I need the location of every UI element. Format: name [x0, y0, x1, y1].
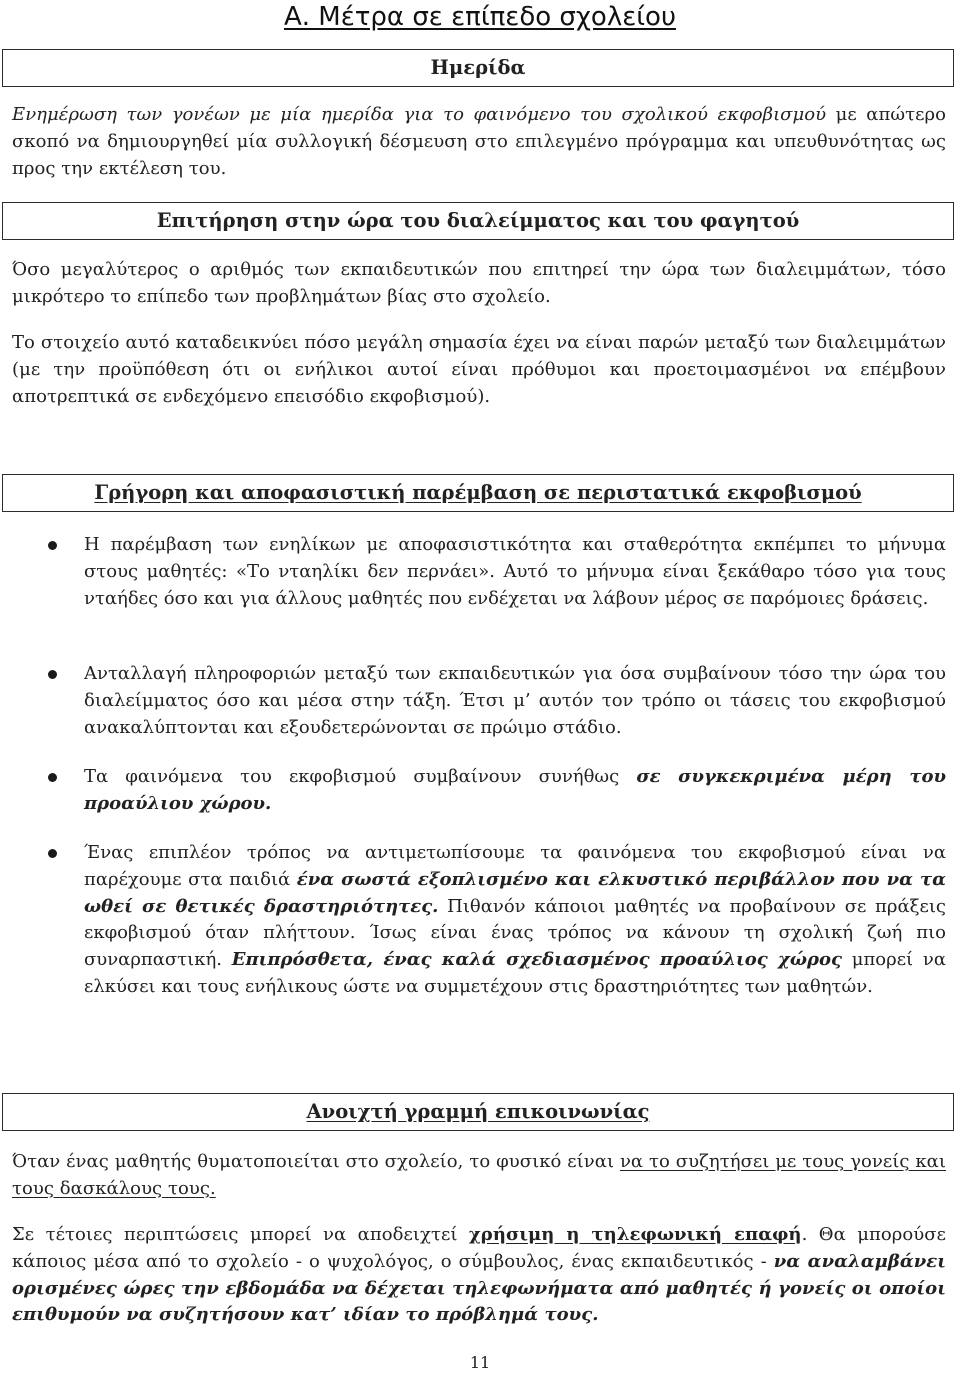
section-heading-intervention: Γρήγορη και αποφασιστική παρέμβαση σε περιστατικά εκφοβισμού	[94, 481, 862, 504]
section-heading-supervision: Επιτήρηση στην ώρα του διαλείμματος και του φαγητού	[156, 209, 800, 232]
section-heading-communication: Ανοιχτή γραμμή επικοινωνίας	[306, 1100, 650, 1123]
emphasis-text: σε συγκεκριμένα μέρη του προαύλιου χώρου.	[84, 766, 946, 814]
underlined-text: να το συζητήσει με τους γονείς και τους δασκάλους τους.	[12, 1151, 946, 1199]
section-heading-imerida: Ημερίδα	[430, 56, 526, 79]
list-item	[84, 840, 946, 1001]
body-text: Όταν ένας μαθητής θυματοποιείται στο σχολείο, το φυσικό είναι	[12, 1151, 620, 1172]
paragraph-supervision-1: Όσο μεγαλύτερος ο αριθμός των εκπαιδευτικών που επιτηρεί την ώρα των διαλειμμάτων, τόσο μικρότερο το επίπεδο των προβλημάτων βίας στο σχολείο.	[12, 259, 946, 307]
body-text: με απώτερο σκοπό να δημιουργηθεί μία συλλογική δέσμευση στο επιλεγμένο πρόγραμμα και υπευθυνότητας ως προς την εκτέλεση του.	[12, 104, 946, 179]
section-heading-box	[2, 202, 954, 240]
list-item-text: Ένας επιπλέον τρόπος να αντιμετωπίσουμε τα φαινόμενα του εκφοβισμού είναι να παρέχουμε στα παιδιά	[84, 842, 946, 890]
paragraph-supervision-2: Το στοιχείο αυτό καταδεικνύει πόσο μεγάλη σημασία έχει να είναι παρών μεταξύ των διαλειμμάτων (με την προϋπόθεση ότι οι ενήλικοι αυτοί είναι πρόθυμοι και προετοιμασμένοι να επέμβουν αποτρεπτικά σε ενδεχόμενο επεισόδιο εκφοβισμού).	[12, 332, 946, 407]
paragraph-imerida	[12, 102, 946, 182]
emphasis-text: Ενημέρωση των γονέων με μία ημερίδα για το φαινόμενο του σχολικού εκφοβισμού	[12, 104, 827, 125]
paragraph-communication-1	[12, 1149, 946, 1203]
emphasis-text: ένα σωστά εξοπλισμένο και ελκυστικό περιβάλλον που να τα ωθεί σε θετικές δραστηριότητες.	[84, 868, 946, 917]
list-item-text: Πιθανόν κάποιοι μαθητές να προβαίνουν σε πράξεις εκφοβισμού όταν πλήττουν. Ίσως είναι ένας τρόπος να κάνουν τη σχολική ζωή πιο συναρπαστική.	[84, 895, 946, 971]
list-item	[84, 661, 946, 741]
bullet-icon	[48, 773, 57, 782]
section-heading-box	[2, 1093, 954, 1131]
emphasis-text: Επιπρόσθετα, ένας καλά σχεδιασμένος προαύλιος χώρος	[231, 949, 842, 971]
section-heading-box	[2, 49, 954, 87]
list-item-text: Τα φαινόμενα του εκφοβισμού συμβαίνουν συνήθως	[84, 766, 637, 787]
bullet-icon	[48, 541, 57, 550]
section-heading-box	[2, 474, 954, 512]
body-text: Σε τέτοιες περιπτώσεις μπορεί να αποδειχτεί	[12, 1224, 469, 1245]
list-item	[84, 532, 946, 612]
bullet-icon	[48, 670, 57, 679]
emphasis-text: να αναλαμβάνει ορισμένες ώρες την εβδομάδα να δέχεται τηλεφωνήματα από μαθητές ή γονείς οι οποίοι επιθυμούν να συζητήσουν κατ’ ιδίαν το πρόβλημά τους.	[12, 1250, 947, 1326]
page-number: 11	[469, 1353, 491, 1372]
list-item-text: Ανταλλαγή πληροφοριών μεταξύ των εκπαιδευτικών για όσα συμβαίνουν τόσο την ώρα του διαλείμματος όσο και μέσα στην τάξη. Έτσι μ’ αυτόν τον τρόπο οι τάσεις του εκφοβισμού ανακαλύπτονται και εξουδετερώνονται σε πρώιμο στάδιο.	[84, 663, 946, 738]
list-item	[84, 764, 946, 818]
bullet-icon	[48, 849, 57, 858]
list-item-text: Η παρέμβαση των ενηλίκων με αποφασιστικότητα και σταθερότητα εκπέμπει το μήνυμα στους μαθητές: «Το νταηλίκι δεν περνάει». Αυτό το μήνυμα είναι ξεκάθαρο τόσο για τους νταήδες όσο και για άλλους μαθητές που ενδέχεται να λάβουν μέρος σε παρόμοιες δράσεις.	[84, 534, 946, 609]
list-item-text: μπορεί να ελκύσει και τους ενήλικους ώστε να συμμετέχουν στις δραστηριότητες των μαθητών.	[84, 949, 946, 997]
body-text: . Θα μπορούσε κάποιος μέσα από το σχολείο - ο ψυχολόγος, ο σύμβουλος, ένας εκπαιδευτικός -	[12, 1224, 946, 1272]
page-title: Α. Μέτρα σε επίπεδο σχολείου	[283, 2, 677, 32]
paragraph-communication-2	[12, 1222, 946, 1329]
strong-underlined-text: χρήσιμη η τηλεφωνική επαφή	[468, 1224, 802, 1245]
